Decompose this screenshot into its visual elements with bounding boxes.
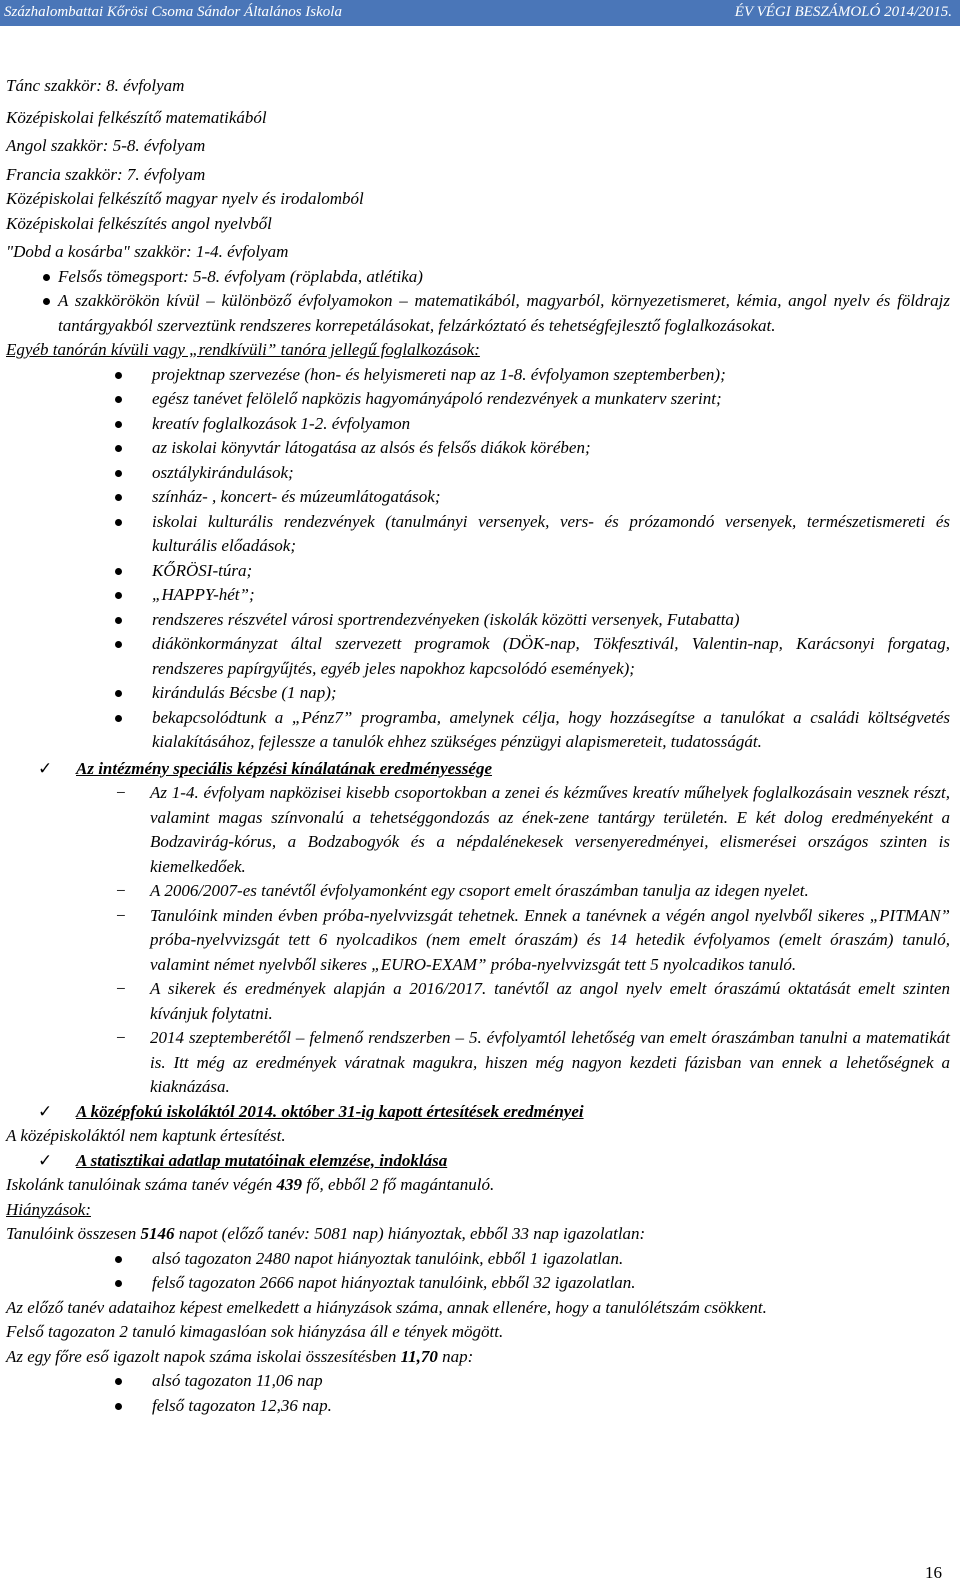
dash-text: A sikerek és eredmények alapján a 2016/2017. tanévtől az angol nyelv emelt óraszámú oktatását emelt szinten kívánjuk folytatni. <box>150 979 950 1023</box>
bullet-item <box>6 289 950 338</box>
paragraph: Felső tagozaton 2 tanuló kimagaslóan sok hiányzása áll e tények mögött. <box>6 1322 504 1341</box>
dash-text: 2014 szeptemberétől – felmenő rendszerben – 5. évfolyamtól lehetőség van emelt óraszámban tanulni a matematikát is. Itt még az eredmények váratnak magukra, hiszen még nagyon kezdeti fázisban van ennek a lehetőségnek a kiaknázása. <box>150 1028 950 1096</box>
checkmark-icon: ✓ <box>38 1101 53 1121</box>
bullet-text: egész tanévet felölelő napközis hagyományápoló rendezvények a munkaterv szerint; <box>152 389 722 408</box>
dash-item <box>6 1026 950 1100</box>
checkmark-icon: ✓ <box>38 1150 53 1170</box>
bullet-icon <box>115 1280 122 1287</box>
checkmark-icon: ✓ <box>38 758 53 778</box>
bullet-item <box>6 608 950 633</box>
student-count: 439 <box>276 1175 303 1194</box>
dash-item <box>6 904 950 978</box>
bullet-item <box>6 1394 950 1419</box>
bullet-item <box>6 461 950 486</box>
bullet-text: felső tagozaton 2666 napot hiányoztak tanulóink, ebből 32 igazolatlan. <box>152 1273 636 1292</box>
bullet-item <box>6 387 950 412</box>
bullet-icon <box>115 445 122 452</box>
bullet-icon <box>115 494 122 501</box>
section-heading <box>6 1149 950 1174</box>
text: napot (előző tanév: 5081 nap) hiányoztak, ebből 33 nap igazolatlan: <box>174 1224 646 1243</box>
absence-count: 5146 <box>140 1224 175 1243</box>
dash-text: Tanulóink minden évben próba-nyelvvizsgát tehetnek. Ennek a tanévnek a végén angol nyelvből sikeres „PITMAN” próba-nyelvvizsgát tett 6 nyolcadikos (nem emelt óraszám) és 14 hetedik évfolyamos (emelt óraszám) tanuló, valamint német nyelvből sikeres „EURO-EXAM” próba-nyelvvizsgát tett 5 nyolcadikos tanuló. <box>150 905 950 974</box>
bullet-icon <box>115 641 122 648</box>
bullet-item <box>6 510 950 559</box>
bullet-text: színház- , koncert- és múzeumlátogatások; <box>152 487 441 506</box>
page-header <box>0 0 960 26</box>
section-title: Az intézmény speciális képzési kínálatának eredményessége <box>76 758 492 778</box>
bullet-icon <box>115 421 122 428</box>
dash-icon: − <box>116 881 126 900</box>
bullet-text: az iskolai könyvtár látogatása az alsós és felsős diákok körében; <box>152 438 591 457</box>
bullet-icon <box>115 568 122 575</box>
list-item: "Dobd a kosárba" szakkör: 1-4. évfolyam <box>6 242 289 261</box>
dash-icon: − <box>116 783 126 802</box>
bullet-text: rendszeres részvétel városi sportrendezvényeken (iskolák közötti versenyek, Futabatta) <box>152 609 740 629</box>
bullet-icon <box>115 1403 122 1410</box>
bullet-text: felső tagozaton 12,36 nap. <box>152 1395 332 1415</box>
list-item: Középiskolai felkészítő matematikából <box>6 107 267 127</box>
bullet-text: iskolai kulturális rendezvények (tanulmányi versenyek, vers- és prózamondó versenyek, természetismereti és kulturális előadások; <box>152 511 950 555</box>
bullet-text: osztálykirándulások; <box>152 462 294 482</box>
bullet-item <box>6 436 950 461</box>
section-title: A középfokú iskoláktól 2014. október 31-ig kapott értesítések eredményei <box>76 1101 584 1121</box>
bullet-item <box>6 583 950 608</box>
bullet-text: projektnap szervezése (hon- és helyismereti nap az 1-8. évfolyamon szeptemberben); <box>152 364 726 384</box>
bullet-item <box>6 1247 950 1272</box>
list-item: Angol szakkör: 5-8. évfolyam <box>6 136 206 155</box>
bullet-icon <box>115 617 122 624</box>
dash-item <box>6 879 950 904</box>
dash-text: Az 1-4. évfolyam napközisei kisebb csoportokban a zenei és kézműves kreatív műhelyek foglalkozásain vesznek részt, valamint magas színvonalú a tehetséggondozás az ének-zene tantárgy területén. E két dolog eredményeként a Bodzavirág-kórus, a Bodzabogyók és a népdalénekesek versenyeredményei, elismerései országos szinten is kiemelkedőek. <box>150 783 950 876</box>
bullet-item <box>6 1369 950 1394</box>
page-number: 16 <box>925 1563 942 1582</box>
bullet-text: KŐRÖSI-túra; <box>152 560 253 580</box>
dash-icon: − <box>116 1028 126 1047</box>
paragraph <box>6 1345 950 1370</box>
paragraph <box>6 1173 950 1198</box>
bullet-text: „HAPPY-hét”; <box>152 585 255 604</box>
absence-heading: Hiányzások: <box>6 1199 91 1219</box>
bullet-icon <box>43 274 50 281</box>
bullet-item <box>6 412 950 437</box>
text: Az egy főre eső igazolt napok száma iskolai összesítésben <box>6 1346 401 1366</box>
bullet-icon <box>115 1256 122 1263</box>
paragraph <box>6 1222 950 1247</box>
bullet-item <box>6 1271 950 1296</box>
bullet-text: alsó tagozaton 2480 napot hiányoztak tanulóink, ebből 1 igazolatlan. <box>152 1248 624 1268</box>
extra-activities-heading: Egyéb tanórán kívüli vagy „rendkívüli” tanóra jellegű foglalkozások: <box>6 340 480 359</box>
dash-icon: − <box>116 979 126 998</box>
bullet-text: alsó tagozaton 11,06 nap <box>152 1371 323 1390</box>
bullet-icon <box>115 592 122 599</box>
bullet-icon <box>115 372 122 379</box>
text: Iskolánk tanulóinak száma tanév végén <box>6 1175 277 1194</box>
dash-item <box>6 781 950 879</box>
list-item: Francia szakkör: 7. évfolyam <box>6 164 206 184</box>
bullet-text: Felsős tömegsport: 5-8. évfolyam (röplabda, atlétika) <box>58 266 423 286</box>
bullet-icon <box>115 396 122 403</box>
list-item: Középiskolai felkészítés angol nyelvből <box>6 213 272 233</box>
bullet-icon <box>43 298 50 305</box>
school-name: Százhalombattai Kőrösi Csoma Sándor Általános Iskola <box>4 4 342 20</box>
bullet-item <box>6 706 950 755</box>
average-days: 11,70 <box>400 1346 438 1366</box>
text: Tanulóink összesen <box>6 1224 141 1243</box>
document-body <box>6 74 950 1418</box>
bullet-text: A szakkörökön kívül – különböző évfolyamokon – matematikából, magyarból, környezetismeret, kémia, angol nyelv és földrajz tantárgyakból szerveztünk rendszeres korrepetálásokat, felzárkóztató és tehetségfejlesztő foglalkozásokat. <box>58 291 950 335</box>
list-item: Tánc szakkör: 8. évfolyam <box>6 76 185 95</box>
bullet-item <box>6 363 950 388</box>
section-heading <box>6 1100 950 1125</box>
section-title: A statisztikai adatlap mutatóinak elemzése, indoklása <box>76 1150 448 1170</box>
bullet-text: bekapcsolódtunk a „Pénz7” programba, amelynek célja, hogy hozzásegítse a tanulókat a családi költségvetés kialakításához, fejlessze a tanulók ehhez szükséges pénzügyi alapismereteit, tudatosságát. <box>152 707 950 751</box>
bullet-item <box>6 681 950 706</box>
report-title: ÉV VÉGI BESZÁMOLÓ 2014/2015. <box>734 4 952 20</box>
bullet-icon <box>115 519 122 526</box>
paragraph: A középiskoláktól nem kaptunk értesítést. <box>6 1126 286 1145</box>
bullet-text: diákönkormányzat által szervezett programok (DÖK-nap, Tökfesztivál, Valentin-nap, Karácsonyi forgatag, rendszeres papírgyűjtés, egyéb jeles napokhoz kapcsolódó események); <box>152 634 950 678</box>
dash-text: A 2006/2007-es tanévtől évfolyamonként egy csoport emelt óraszámban tanulja az idegen nyelet. <box>150 881 809 900</box>
list-item: Középiskolai felkészítő magyar nyelv és irodalomból <box>6 189 364 208</box>
bullet-text: kreatív foglalkozások 1-2. évfolyamon <box>152 413 411 433</box>
bullet-icon <box>115 690 122 697</box>
text: fő, ebből 2 fő magántanuló. <box>302 1175 495 1194</box>
bullet-item <box>6 559 950 584</box>
dash-item <box>6 977 950 1026</box>
paragraph: Az előző tanév adataihoz képest emelkedett a hiányzások száma, annak ellenére, hogy a tanulólétszám csökkent. <box>6 1297 767 1317</box>
bullet-item <box>6 485 950 510</box>
bullet-icon <box>115 1378 122 1385</box>
bullet-item <box>6 632 950 681</box>
bullet-icon <box>115 715 122 722</box>
section-heading <box>6 757 950 782</box>
bullet-icon <box>115 470 122 477</box>
bullet-item <box>6 265 950 290</box>
bullet-text: kirándulás Bécsbe (1 nap); <box>152 683 337 702</box>
dash-icon: − <box>116 905 126 925</box>
text: nap: <box>437 1346 474 1366</box>
